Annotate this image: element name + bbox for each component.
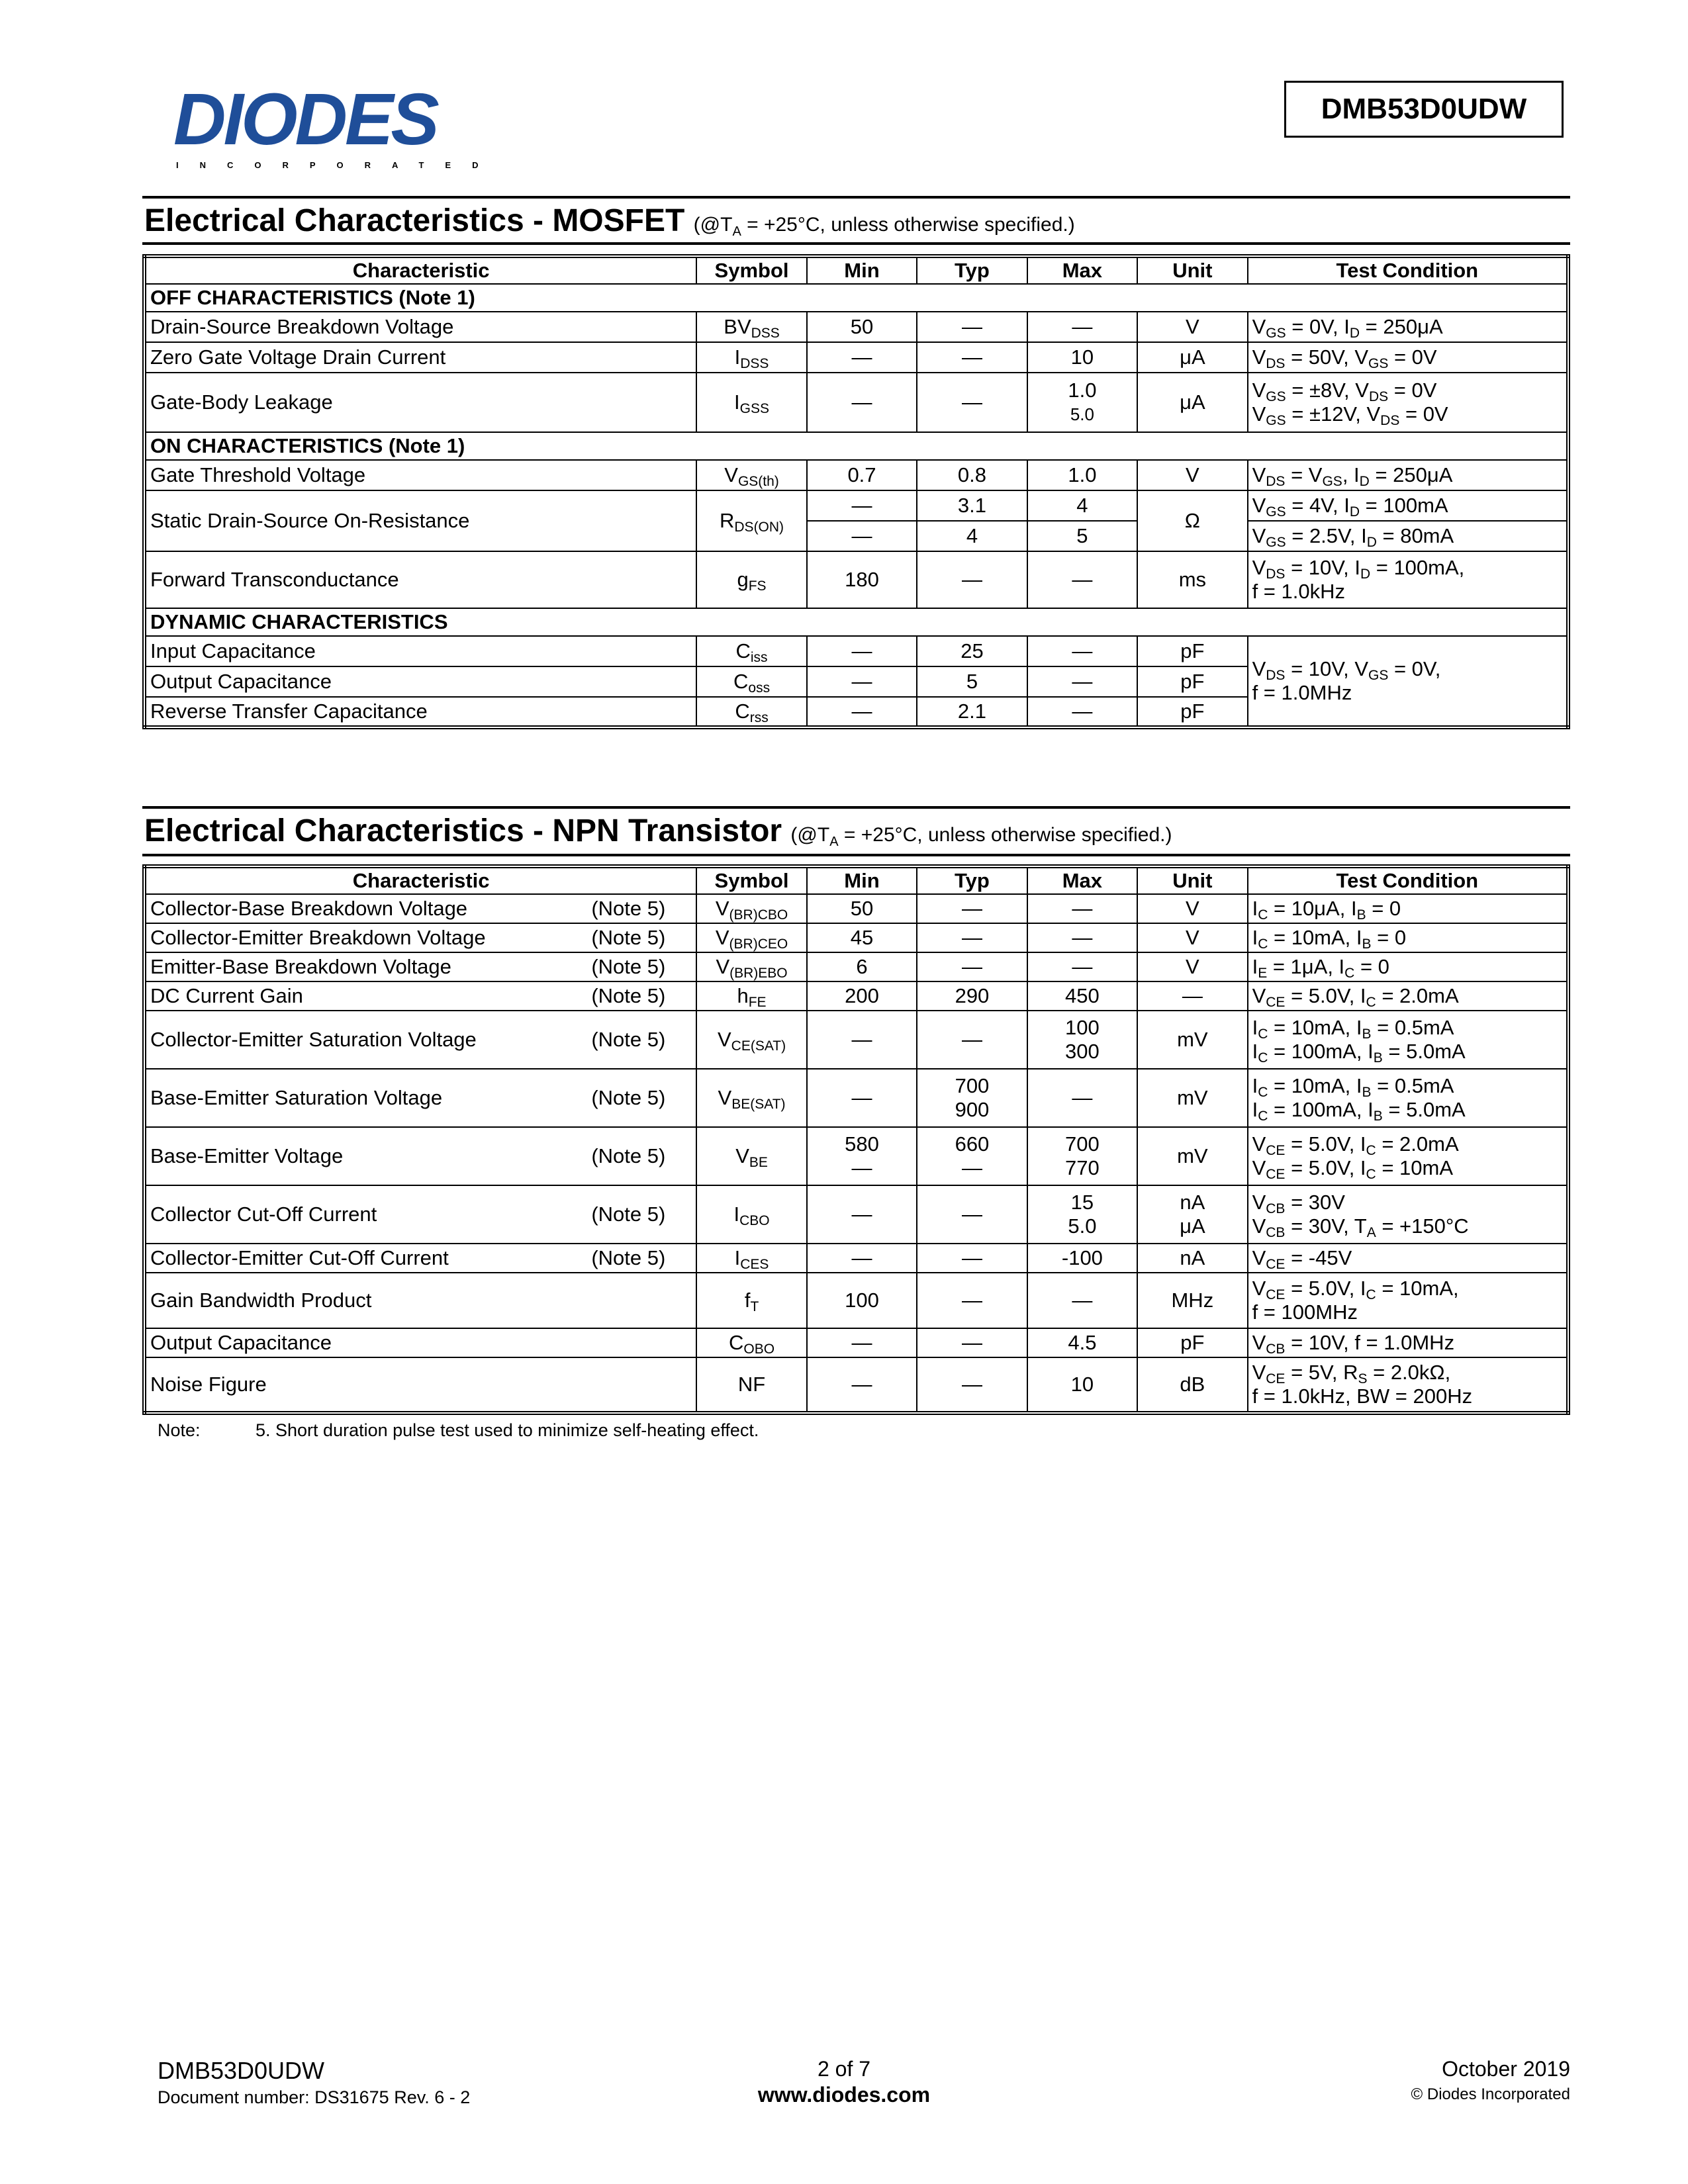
row-characteristic: Emitter-Base Breakdown Voltage (Note 5) bbox=[144, 952, 696, 981]
row-symbol: $R_{DS(ON)}$ bbox=[696, 490, 806, 551]
row-unit: Ω bbox=[1137, 490, 1247, 551]
row-characteristic: Noise Figure bbox=[144, 1357, 696, 1413]
row-typ: 5 bbox=[917, 666, 1027, 697]
section-rule-top bbox=[142, 196, 1570, 199]
footer-copyright: © Diodes Incorporated bbox=[1411, 2085, 1570, 2103]
row-symbol: $I_{DSS}$ bbox=[696, 342, 806, 373]
row-max: — bbox=[1027, 551, 1137, 608]
mosfet-title-condition: ($@T_A = +25^\circ C$, unless otherwise specified.) bbox=[693, 214, 1075, 239]
row-min: 100 bbox=[807, 1273, 917, 1328]
row-characteristic: Base-Emitter Voltage (Note 5) bbox=[144, 1127, 696, 1185]
header-max: Max bbox=[1027, 256, 1137, 284]
diodes-logo bbox=[173, 79, 500, 170]
row-min: — bbox=[807, 521, 917, 551]
table-row bbox=[144, 1357, 1568, 1413]
row-typ: 2.1 bbox=[917, 697, 1027, 727]
row-typ: 290 bbox=[917, 981, 1027, 1011]
row-test-condition: $I_C = 10mA$, $I_B = 0.5mA$ $I_C = 100mA$, $I_B = 5.0mA$ bbox=[1248, 1011, 1568, 1069]
row-unit: mV bbox=[1137, 1011, 1247, 1069]
row-min: 180 bbox=[807, 551, 917, 608]
row-max: 10 bbox=[1027, 342, 1137, 373]
row-unit: V bbox=[1137, 312, 1247, 342]
row-min: 0.7 bbox=[807, 460, 917, 490]
row-symbol: $h_{FE}$ bbox=[696, 981, 806, 1011]
row-typ: 3.1 bbox=[917, 490, 1027, 521]
row-symbol: $g_{FS}$ bbox=[696, 551, 806, 608]
row-symbol: $V_{BE}$ bbox=[696, 1127, 806, 1185]
row-test-condition: $V_{CE} = 5.0V$, $I_C = 2.0mA$ $V_{CE} = 5.0V$, $I_C = 10mA$ bbox=[1248, 1127, 1568, 1185]
row-min: — bbox=[807, 1244, 917, 1273]
npn-title-condition: ($@T_A = +25^\circ C$, unless otherwise specified.) bbox=[790, 824, 1172, 849]
row-unit: V bbox=[1137, 460, 1247, 490]
footer-part-number: DMB53D0UDW bbox=[158, 2057, 325, 2084]
row-min: 580 — bbox=[807, 1127, 917, 1185]
footer-center bbox=[712, 2057, 976, 2107]
table-row bbox=[144, 1185, 1568, 1244]
row-typ: 0.8 bbox=[917, 460, 1027, 490]
header-characteristic: Characteristic bbox=[144, 256, 696, 284]
row-characteristic: Static Drain-Source On-Resistance bbox=[144, 490, 696, 551]
section-rule-top bbox=[142, 806, 1570, 809]
logo-subtext: INCORPORATED bbox=[176, 160, 500, 170]
capacitance-test-condition: $V_{DS} = 10V$, $V_{GS} = 0V$, f = 1.0MHz bbox=[1248, 636, 1568, 727]
mosfet-table bbox=[142, 254, 1570, 729]
row-max: 450 bbox=[1027, 981, 1137, 1011]
row-max: 4.5 bbox=[1027, 1328, 1137, 1357]
row-test-condition: $I_C = 10mA$, $I_B = 0.5mA$ $I_C = 100mA$, $I_B = 5.0mA$ bbox=[1248, 1069, 1568, 1127]
row-min: 200 bbox=[807, 981, 917, 1011]
row-max: — bbox=[1027, 952, 1137, 981]
row-symbol: $C_{iss}$ bbox=[696, 636, 806, 666]
row-max: 10 bbox=[1027, 1357, 1137, 1413]
table-row bbox=[144, 1069, 1568, 1127]
footer-page-number: 2 of 7 bbox=[817, 2057, 871, 2081]
row-unit: mV bbox=[1137, 1127, 1247, 1185]
row-max: 1.0 5.0 bbox=[1027, 373, 1137, 432]
row-symbol: $V_{CE(SAT)}$ bbox=[696, 1011, 806, 1069]
row-unit: ms bbox=[1137, 551, 1247, 608]
row-characteristic: Collector-Emitter Cut-Off Current (Note 5) bbox=[144, 1244, 696, 1273]
row-symbol: $f_T$ bbox=[696, 1273, 806, 1328]
npn-table bbox=[142, 864, 1570, 1415]
row-test-condition: $V_{CE} = 5.0V$, $I_C = 10mA$, f = 100MHz bbox=[1248, 1273, 1568, 1328]
mosfet-title-text: Electrical Characteristics - MOSFET bbox=[144, 203, 685, 238]
row-typ: 700 900 bbox=[917, 1069, 1027, 1127]
row-test-condition: $V_{CE} = -45V$ bbox=[1248, 1244, 1568, 1273]
row-max: — bbox=[1027, 894, 1137, 923]
section-rule-bottom bbox=[142, 854, 1570, 856]
row-min: — bbox=[807, 1357, 917, 1413]
row-symbol: $V_{(BR)EBO}$ bbox=[696, 952, 806, 981]
row-min: — bbox=[807, 666, 917, 697]
footnote-label: Note: bbox=[158, 1420, 201, 1440]
header-test-condition: Test Condition bbox=[1248, 256, 1568, 284]
row-max: — bbox=[1027, 1069, 1137, 1127]
row-unit: MHz bbox=[1137, 1273, 1247, 1328]
row-typ: — bbox=[917, 312, 1027, 342]
row-min: — bbox=[807, 1069, 917, 1127]
table-row bbox=[144, 981, 1568, 1011]
row-symbol: $V_{(BR)CBO}$ bbox=[696, 894, 806, 923]
row-min: 45 bbox=[807, 923, 917, 952]
row-typ: — bbox=[917, 1185, 1027, 1244]
table-row bbox=[144, 342, 1568, 373]
header-min: Min bbox=[807, 256, 917, 284]
row-typ: — bbox=[917, 373, 1027, 432]
header-min: Min bbox=[807, 866, 917, 894]
footer-right bbox=[1411, 2057, 1570, 2104]
row-typ: — bbox=[917, 952, 1027, 981]
row-unit: μA bbox=[1137, 373, 1247, 432]
row-max: — bbox=[1027, 312, 1137, 342]
row-characteristic: Drain-Source Breakdown Voltage bbox=[144, 312, 696, 342]
part-number-box: DMB53D0UDW bbox=[1284, 81, 1564, 138]
row-typ: 4 bbox=[917, 521, 1027, 551]
header-test-condition: Test Condition bbox=[1248, 866, 1568, 894]
row-symbol: $C_{OBO}$ bbox=[696, 1328, 806, 1357]
row-typ: — bbox=[917, 1244, 1027, 1273]
table-header-row bbox=[144, 256, 1568, 284]
row-min: — bbox=[807, 1328, 917, 1357]
row-max: 700 770 bbox=[1027, 1127, 1137, 1185]
table-row bbox=[144, 1244, 1568, 1273]
off-section-label: OFF CHARACTERISTICS (Note 1) bbox=[144, 284, 1568, 312]
row-min: — bbox=[807, 1185, 917, 1244]
table-row bbox=[144, 894, 1568, 923]
row-unit: V bbox=[1137, 923, 1247, 952]
row-unit: pF bbox=[1137, 636, 1247, 666]
row-symbol: $C_{oss}$ bbox=[696, 666, 806, 697]
table-row bbox=[144, 490, 1568, 521]
row-characteristic: DC Current Gain (Note 5) bbox=[144, 981, 696, 1011]
footer-date: October 2019 bbox=[1442, 2057, 1570, 2081]
row-characteristic: Reverse Transfer Capacitance bbox=[144, 697, 696, 727]
header-typ: Typ bbox=[917, 256, 1027, 284]
row-max: 5 bbox=[1027, 521, 1137, 551]
section-rule-bottom bbox=[142, 242, 1570, 245]
table-row bbox=[144, 1011, 1568, 1069]
table-header-row bbox=[144, 866, 1568, 894]
row-max: 4 bbox=[1027, 490, 1137, 521]
row-symbol: $I_{CBO}$ bbox=[696, 1185, 806, 1244]
row-typ: — bbox=[917, 551, 1027, 608]
row-test-condition: $V_{CE} = 5V$, $R_S = 2.0k\Omega$, f = 1.0kHz, BW = 200Hz bbox=[1248, 1357, 1568, 1413]
row-typ: — bbox=[917, 1328, 1027, 1357]
row-symbol: $I_{CES}$ bbox=[696, 1244, 806, 1273]
row-symbol: NF bbox=[696, 1357, 806, 1413]
row-min: 50 bbox=[807, 894, 917, 923]
row-unit: — bbox=[1137, 981, 1247, 1011]
row-typ: — bbox=[917, 923, 1027, 952]
row-characteristic: Zero Gate Voltage Drain Current bbox=[144, 342, 696, 373]
table-row bbox=[144, 952, 1568, 981]
row-characteristic: Collector Cut-Off Current (Note 5) bbox=[144, 1185, 696, 1244]
row-unit: nA μA bbox=[1137, 1185, 1247, 1244]
row-test-condition: $V_{CB} = 30V$ $V_{CB} = 30V$, $T_A = +150^\circ C$ bbox=[1248, 1185, 1568, 1244]
row-symbol: $V_{(BR)CEO}$ bbox=[696, 923, 806, 952]
footer-website-link[interactable]: www.diodes.com bbox=[757, 2083, 931, 2107]
footnote-text: 5. Short duration pulse test used to minimize self-heating effect. bbox=[256, 1420, 759, 1440]
table-row bbox=[144, 923, 1568, 952]
row-characteristic: Gain Bandwidth Product bbox=[144, 1273, 696, 1328]
row-typ: 25 bbox=[917, 636, 1027, 666]
row-characteristic: Gate-Body Leakage bbox=[144, 373, 696, 432]
footer-left bbox=[158, 2057, 470, 2108]
row-typ: — bbox=[917, 1011, 1027, 1069]
dynamic-section-label: DYNAMIC CHARACTERISTICS bbox=[144, 608, 1568, 636]
row-characteristic: Output Capacitance bbox=[144, 1328, 696, 1357]
section-row bbox=[144, 284, 1568, 312]
row-unit: pF bbox=[1137, 666, 1247, 697]
row-test-condition: $V_{DS} = V_{GS}$, $I_D = 250\mu A$ bbox=[1248, 460, 1568, 490]
header-characteristic: Characteristic bbox=[144, 866, 696, 894]
header-max: Max bbox=[1027, 866, 1137, 894]
row-unit: mV bbox=[1137, 1069, 1247, 1127]
row-test-condition: $V_{GS} = \pm 8V$, $V_{DS} = 0V$ $V_{GS} = \pm 12V$, $V_{DS} = 0V$ bbox=[1248, 373, 1568, 432]
header-symbol: Symbol bbox=[696, 866, 806, 894]
row-max: — bbox=[1027, 923, 1137, 952]
row-unit: nA bbox=[1137, 1244, 1247, 1273]
row-unit: V bbox=[1137, 952, 1247, 981]
row-max: — bbox=[1027, 697, 1137, 727]
row-characteristic: Base-Emitter Saturation Voltage (Note 5) bbox=[144, 1069, 696, 1127]
table-row bbox=[144, 373, 1568, 432]
row-max: — bbox=[1027, 1273, 1137, 1328]
row-characteristic: Output Capacitance bbox=[144, 666, 696, 697]
row-test-condition: $V_{DS} = 10V$, $I_D = 100mA$, f = 1.0kHz bbox=[1248, 551, 1568, 608]
row-min: — bbox=[807, 1011, 917, 1069]
row-test-condition: $V_{GS} = 4V$, $I_D = 100mA$ bbox=[1248, 490, 1568, 521]
row-typ: — bbox=[917, 894, 1027, 923]
row-unit: μA bbox=[1137, 342, 1247, 373]
header-typ: Typ bbox=[917, 866, 1027, 894]
on-section-label: ON CHARACTERISTICS (Note 1) bbox=[144, 432, 1568, 460]
row-min: — bbox=[807, 342, 917, 373]
row-max: 100 300 bbox=[1027, 1011, 1137, 1069]
row-max: 15 5.0 bbox=[1027, 1185, 1137, 1244]
row-unit: pF bbox=[1137, 697, 1247, 727]
row-min: — bbox=[807, 490, 917, 521]
row-unit: dB bbox=[1137, 1357, 1247, 1413]
table-row bbox=[144, 1328, 1568, 1357]
row-min: — bbox=[807, 373, 917, 432]
table-row bbox=[144, 312, 1568, 342]
row-characteristic: Collector-Base Breakdown Voltage (Note 5) bbox=[144, 894, 696, 923]
row-typ: — bbox=[917, 342, 1027, 373]
row-test-condition: $I_C = 10\mu A$, $I_B = 0$ bbox=[1248, 894, 1568, 923]
row-test-condition: $V_{GS} = 2.5V$, $I_D = 80mA$ bbox=[1248, 521, 1568, 551]
header-symbol: Symbol bbox=[696, 256, 806, 284]
table-row bbox=[144, 1273, 1568, 1328]
row-test-condition: $V_{CE} = 5.0V$, $I_C = 2.0mA$ bbox=[1248, 981, 1568, 1011]
row-max: — bbox=[1027, 666, 1137, 697]
footer-document-number: Document number: DS31675 Rev. 6 - 2 bbox=[158, 2087, 471, 2107]
row-symbol: $I_{GSS}$ bbox=[696, 373, 806, 432]
row-characteristic: Input Capacitance bbox=[144, 636, 696, 666]
table-row bbox=[144, 636, 1568, 666]
section-row bbox=[144, 608, 1568, 636]
logo-wordmark: DIODES bbox=[173, 79, 437, 160]
row-symbol: $V_{BE(SAT)}$ bbox=[696, 1069, 806, 1127]
table-row bbox=[144, 551, 1568, 608]
row-symbol: $BV_{DSS}$ bbox=[696, 312, 806, 342]
row-test-condition: $V_{CB} = 10V$, f = 1.0MHz bbox=[1248, 1328, 1568, 1357]
row-symbol: $C_{rss}$ bbox=[696, 697, 806, 727]
row-test-condition: $V_{DS} = 50V$, $V_{GS} = 0V$ bbox=[1248, 342, 1568, 373]
row-min: 50 bbox=[807, 312, 917, 342]
row-max: 1.0 bbox=[1027, 460, 1137, 490]
row-max: -100 bbox=[1027, 1244, 1137, 1273]
row-test-condition: $I_E = 1\mu A$, $I_C = 0$ bbox=[1248, 952, 1568, 981]
row-characteristic: Collector-Emitter Breakdown Voltage (Note 5) bbox=[144, 923, 696, 952]
npn-title-text: Electrical Characteristics - NPN Transistor bbox=[144, 813, 782, 848]
row-typ: — bbox=[917, 1273, 1027, 1328]
row-min: 6 bbox=[807, 952, 917, 981]
row-symbol: $V_{GS(th)}$ bbox=[696, 460, 806, 490]
row-unit: V bbox=[1137, 894, 1247, 923]
footnote bbox=[158, 1420, 759, 1441]
header-unit: Unit bbox=[1137, 256, 1247, 284]
row-max: — bbox=[1027, 636, 1137, 666]
row-test-condition: $I_C = 10mA$, $I_B = 0$ bbox=[1248, 923, 1568, 952]
row-characteristic: Forward Transconductance bbox=[144, 551, 696, 608]
row-test-condition: $V_{GS} = 0V$, $I_D = 250\mu A$ bbox=[1248, 312, 1568, 342]
section-row bbox=[144, 432, 1568, 460]
row-typ: — bbox=[917, 1357, 1027, 1413]
table-row bbox=[144, 1127, 1568, 1185]
row-min: — bbox=[807, 636, 917, 666]
row-typ: 660 — bbox=[917, 1127, 1027, 1185]
row-characteristic: Collector-Emitter Saturation Voltage (Note 5) bbox=[144, 1011, 696, 1069]
row-unit: pF bbox=[1137, 1328, 1247, 1357]
row-min: — bbox=[807, 697, 917, 727]
row-characteristic: Gate Threshold Voltage bbox=[144, 460, 696, 490]
table-row bbox=[144, 460, 1568, 490]
header-unit: Unit bbox=[1137, 866, 1247, 894]
